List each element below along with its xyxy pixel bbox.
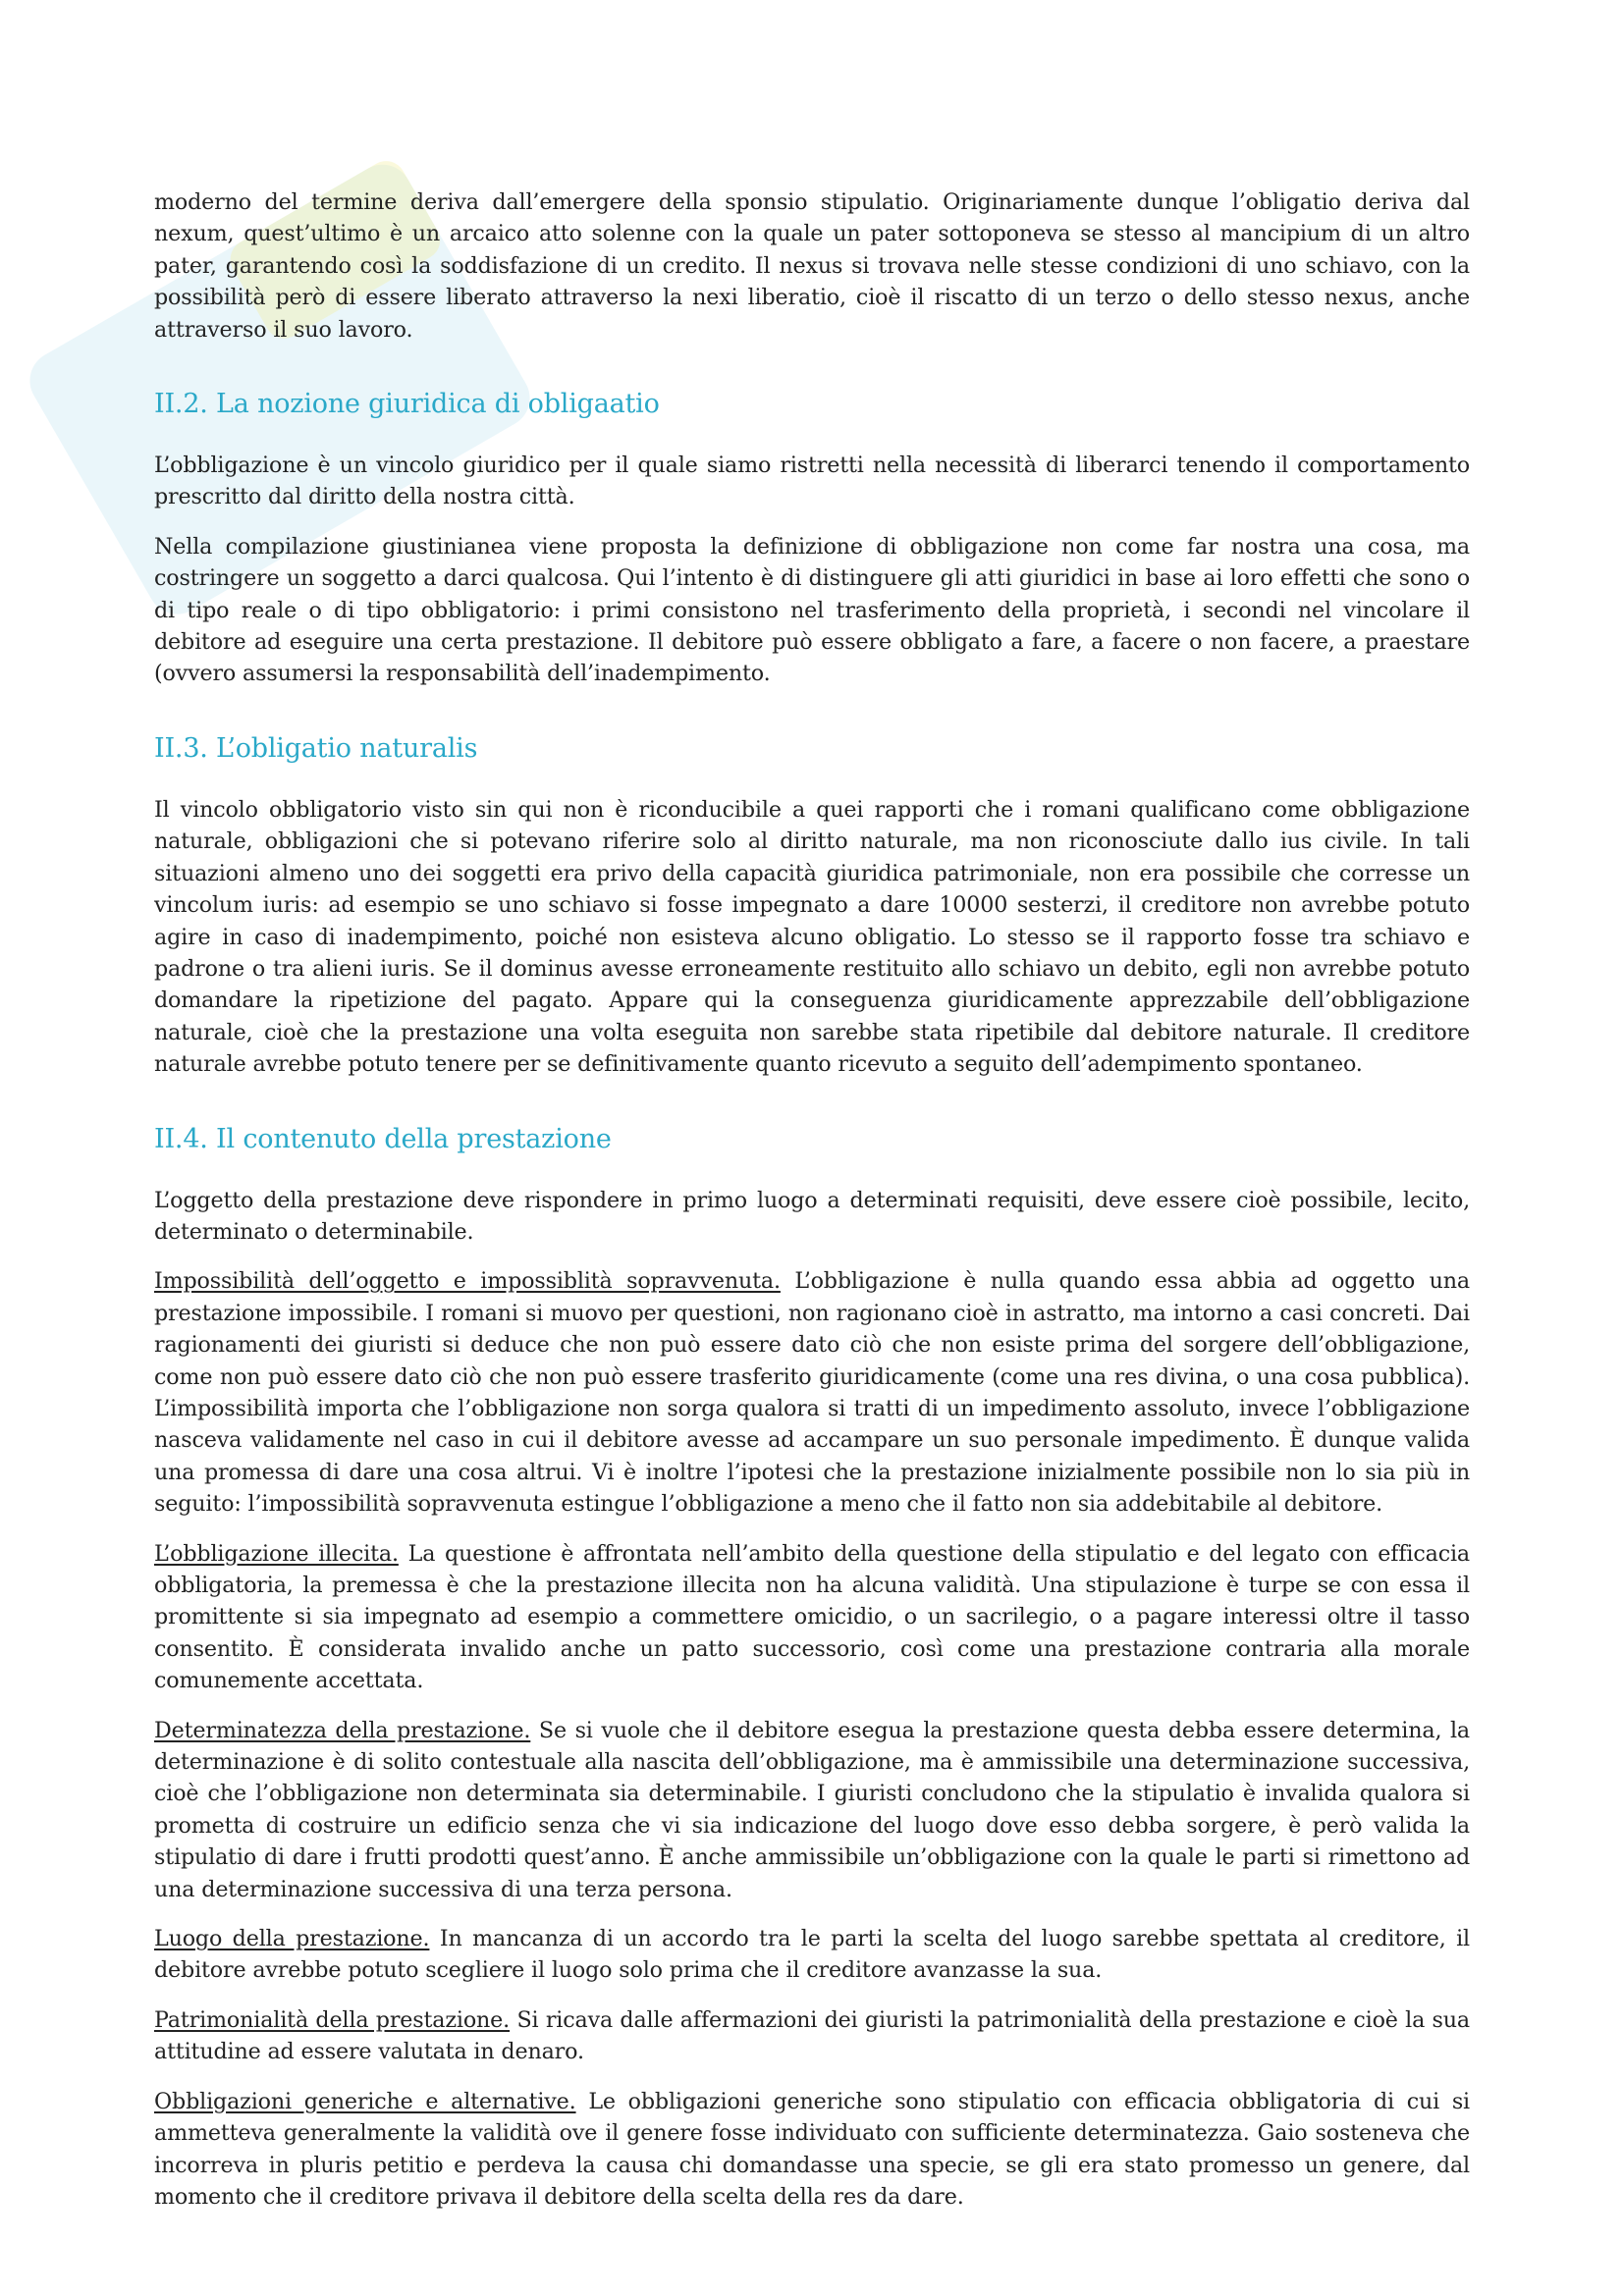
item-title: Obbligazioni generiche e alternative. [154,2088,576,2114]
sec4-paragraph-1: L’oggetto della prestazione deve rispondere in primo luogo a determinati requisiti, deve essere cioè possibile, lecito, determinato o determinabile. [154,1187,1470,1245]
item-determinatezza [154,1715,1470,1905]
item-title: Luogo della prestazione. [154,1926,430,1952]
item-body: Si ricava dalle affermazioni dei giuristi la patrimonialità della prestazione e cioè la sua attitudine ad essere valutata in denaro. [154,2006,1470,2065]
item-title: Patrimonialità della prestazione. [154,2006,511,2033]
item-impossibilita [154,1265,1470,1520]
item-body: Se si vuole che il debitore esegua la prestazione questa debba essere determina, la determinazione è di solito contestuale alla nascita dell’obbligazione, ma è ammissibile una determinazione successiva, cioè che l’obbligazione non determinata sia determinabile. I giuristi concludono che la stipulatio è invalida qualora si prometta di costruire un edificio senza che vi sia indicazione del luogo dove esso debba sorgere, è però valida la stipulatio di dare i frutti prodotti quest’anno. È anche ammissibile un’obbligazione con la quale le parti si rimettono ad una determinazione successiva di una terza persona. [154,1717,1470,1902]
item-luogo [154,1923,1470,1987]
item-patrimonialita [154,2004,1470,2068]
item-illecita [154,1538,1470,1697]
item-title: L’obbligazione illecita. [154,1540,399,1567]
item-title: Impossibilità dell’oggetto e impossiblità sopravvenuta. [154,1268,781,1295]
sec3-paragraph-1: Il vincolo obbligatorio visto sin qui non è riconducibile a quei rapporti che i romani qualificano come obbligazione naturale, obbligazioni che si potevano riferire solo al diritto naturale, ma non riconosciute dallo ius civile. In tali situazioni almeno uno dei soggetti era privo della capacità giuridica patrimoniale, non era possibile che corresse un vincolum iuris: ad esempio se uno schiavo si fosse impegnato a dare 10000 sesterzi, il creditore non avrebbe potuto agire in caso di inadempimento, poiché non esisteva alcuno obligatio. Lo stesso se il rapporto fosse tra schiavo e padrone o tra alieni iuris. Se il dominus avesse erroneamente restituito allo schiavo un debito, egli non avrebbe potuto domandare la ripetizione del pagato. Appare qui la conseguenza giuridicamente apprezzabile dell’obbligazione naturale, cioè che la prestazione una volta eseguita non sarebbe stata ripetibile dal debitore naturale. Il creditore naturale avrebbe potuto tenere per se definitivamente quanto ricevuto a seguito dell’adempimento spontaneo. [154,796,1470,1078]
item-title: Determinatezza della prestazione. [154,1717,531,1743]
item-generiche [154,2086,1470,2214]
item-body: La questione è affrontata nell’ambito della questione della stipulatio e del legato con efficacia obbligatoria, la premessa è che la prestazione illecita non ha alcuna validità. Una stipulazione è turpe se con essa il promittente si sia impegnato ad esempio a commettere omicidio, o un sacrilegio, o a pagare interessi oltre il tasso consentito. È considerata invalido anche un patto successorio, così come una prestazione contraria alla morale comunemente accettata. [154,1540,1470,1694]
section-heading-3: II.3. L’obligatio naturalis [154,732,478,764]
item-body: L’obbligazione è nulla quando essa abbia ad oggetto una prestazione impossibile. I romani si muovo per questioni, non ragionano cioè in astratto, ma intorno a casi concreti. Dai ragionamenti dei giuristi si deduce che non può essere dato ciò che non esiste prima del sorgere dell’obbligazione, come non può essere dato ciò che non può essere trasferito giuridicamente (come una res divina, o una cosa pubblica). L’impossibilità importa che l’obbligazione non sorga qualora si tratti di un impedimento assoluto, invece l’obbligazione nasceva validamente nel caso in cui il debitore avesse ad accampare un suo personale impedimento. È dunque valida una promessa di dare una cosa altrui. Vi è inoltre l’ipotesi che la prestazione inizialmente possibile non lo sia più in seguito: l’impossibilità sopravvenuta estingue l’obbligazione a meno che il fatto non sia addebitabile al debitore. [154,1268,1470,1518]
document-page [154,187,1470,2213]
item-body: In mancanza di un accordo tra le parti la scelta del luogo sarebbe spettata al creditore, il debitore avrebbe potuto scegliere il luogo solo prima che il creditore avanzasse la sua. [154,1926,1470,1984]
intro-paragraph: moderno del termine deriva dall’emergere della sponsio stipulatio. Originariamente dunque l’obligatio deriva dal nexum, quest’ultimo è un arcaico atto solenne con la quale un pater sottoponeva se stesso al mancipium di un altro pater, garantendo così la soddisfazione di un credito. Il nexus si trovava nelle stesse condizioni di uno schiavo, con la possibilità però di essere liberato attraverso la nexi liberatio, cioè il riscatto di un terzo o dello stesso nexus, anche attraverso il suo lavoro. [154,189,1470,343]
sec2-paragraph-2: Nella compilazione giustinianea viene proposta la definizione di obbligazione non come far nostra una cosa, ma costringere un soggetto a darci qualcosa. Qui l’intento è di distinguere gli atti giuridici in base ai loro effetti che sono o di tipo reale o di tipo obbligatorio: i primi consistono nel trasferimento della proprietà, i secondi nel vincolare il debitore ad eseguire una certa prestazione. Il debitore può essere obbligato a fare, a facere o non facere, a praestare (ovvero assumersi la responsabilità dell’inadempimento. [154,533,1470,687]
item-body: Le obbligazioni generiche sono stipulatio con efficacia obbligatoria di cui si ammetteva generalmente la validità ove il genere fosse individuato con sufficiente determinatezza. Gaio sosteneva che incorreva in pluris petitio e perdeva la causa chi domandasse una specie, se gli era stato promesso un genere, dal momento che il creditore privava il debitore della scelta della res da dare. [154,2088,1470,2210]
sec2-paragraph-1: L’obbligazione è un vincolo giuridico per il quale siamo ristretti nella necessità di liberarci tenendo il comportamento prescritto dal diritto della nostra città. [154,453,1470,510]
section-heading-2: II.2. La nozione giuridica di obligaatio [154,389,660,420]
section-heading-4: II.4. Il contenuto della prestazione [154,1123,612,1154]
